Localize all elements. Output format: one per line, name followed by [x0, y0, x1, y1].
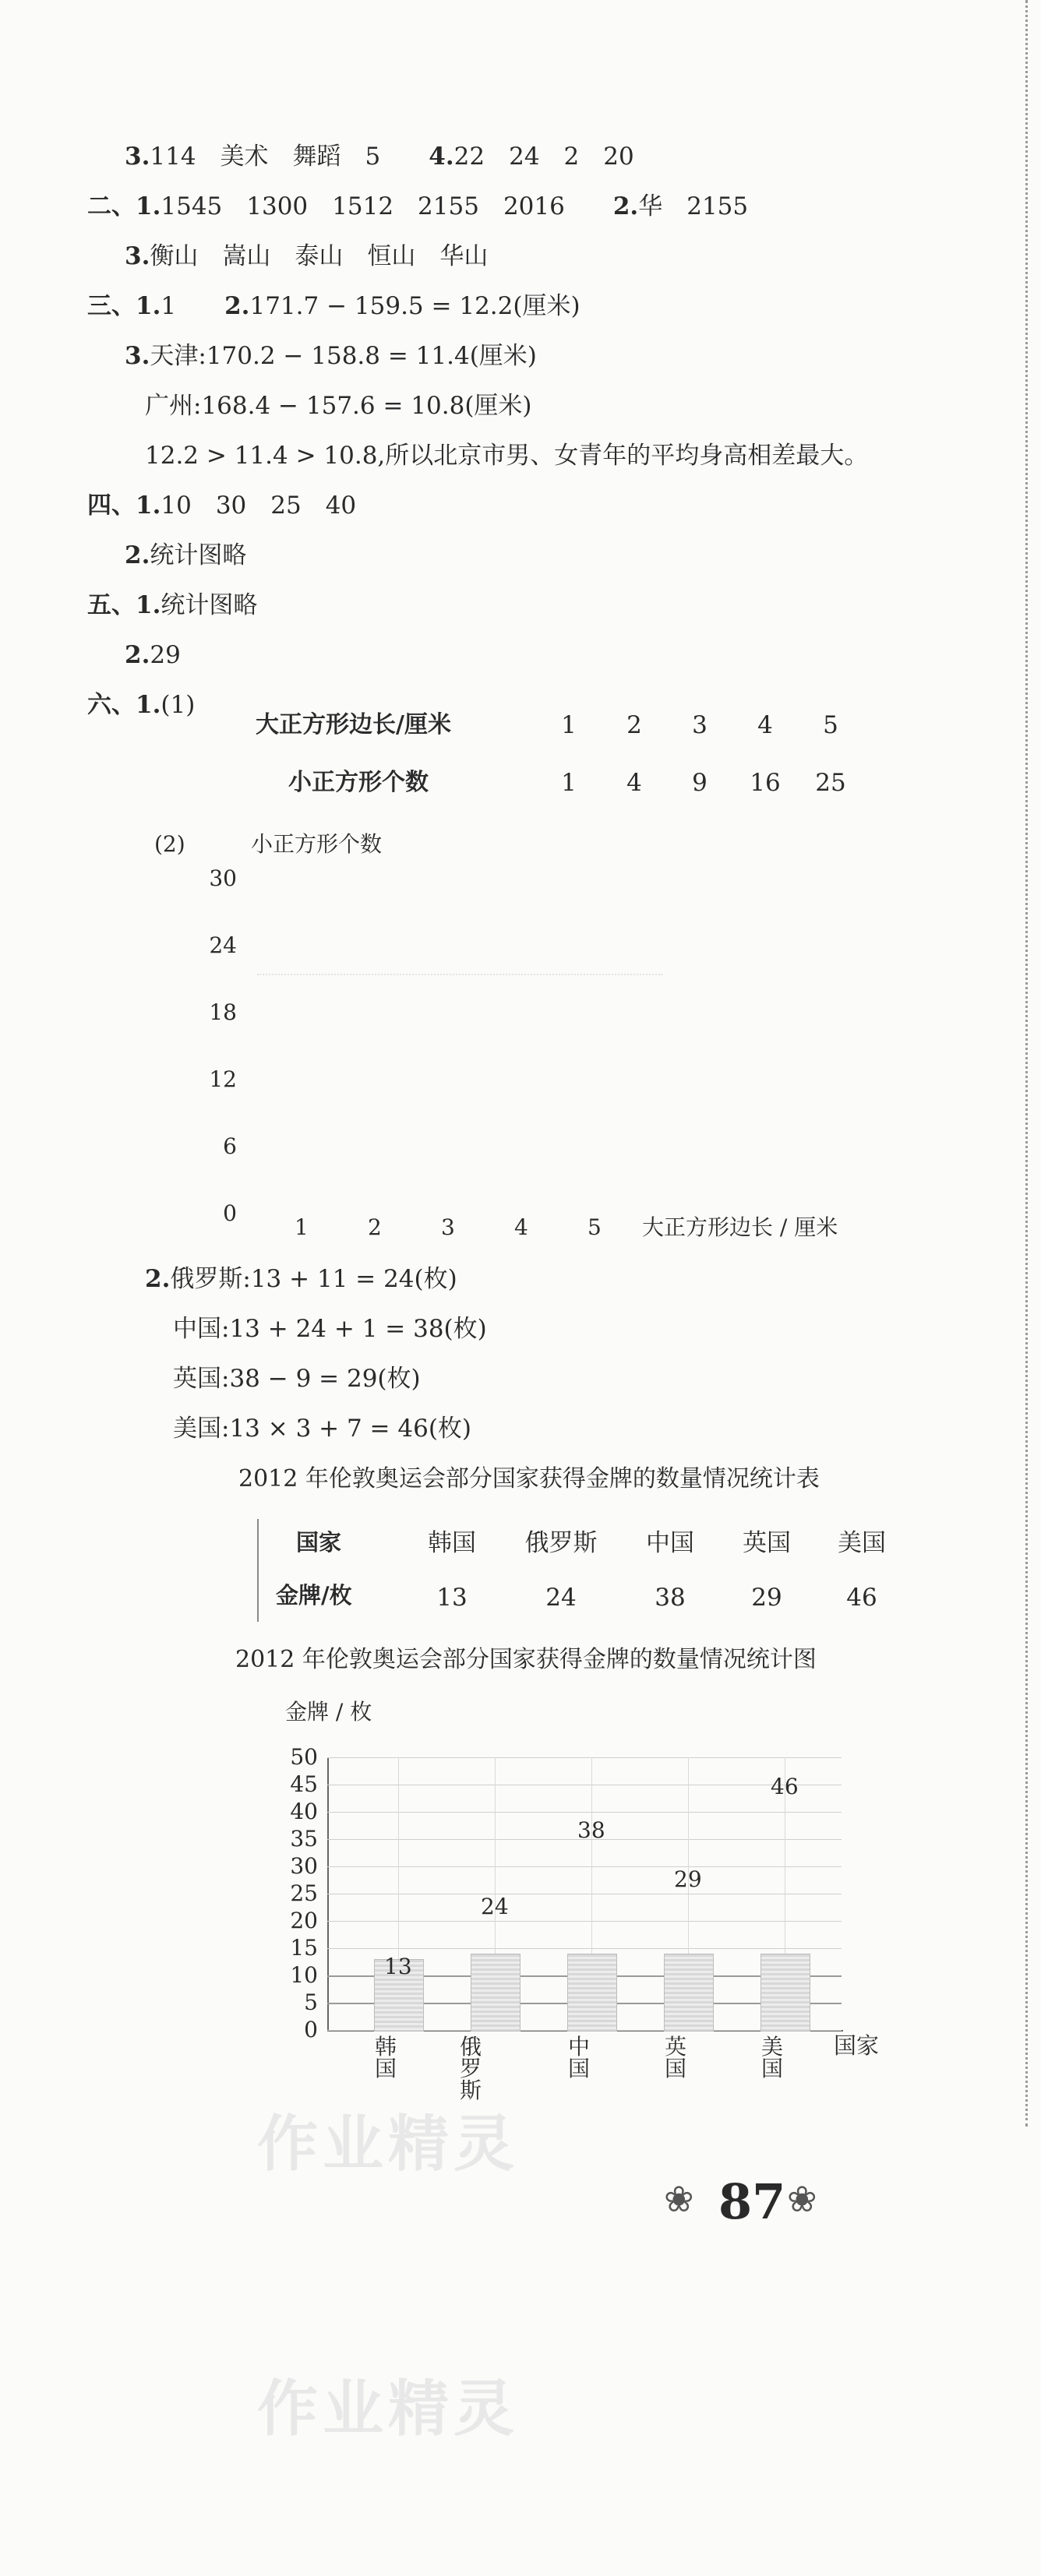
- chart2-gridline: [327, 1812, 842, 1813]
- answer-line-9: 2.统计图略: [125, 541, 247, 569]
- chart2-gridline: [327, 1921, 842, 1922]
- answer-line-6: 广州:168.4 − 157.6 = 10.8(厘米): [145, 392, 532, 420]
- chart1-part-label: (2): [154, 831, 185, 857]
- watermark: 作业精灵: [257, 2109, 520, 2180]
- chart2-x-tick: 韩国: [375, 2034, 397, 2081]
- margin-divider: [1025, 0, 1028, 2127]
- chart1-y-tick: 18: [209, 999, 237, 1025]
- table2-value: 38: [655, 1584, 686, 1612]
- chart2-data-label: 46: [771, 1774, 799, 1799]
- answer-line-1: 3.114 美术 舞蹈 5 4.22 24 2 20: [125, 143, 634, 171]
- calc-line-4: 美国:13 × 3 + 7 = 46(枚): [173, 1415, 472, 1443]
- flower-ornament-icon: ❀: [664, 2178, 694, 2220]
- calc-line-1: 2.俄罗斯:13 + 11 = 24(枚): [145, 1265, 457, 1293]
- chart2-data-label: 38: [577, 1817, 605, 1843]
- table1-row2-cell: 4: [626, 769, 642, 797]
- table2-header-label: 国家: [296, 1529, 342, 1556]
- chart2-y-tick: 5: [304, 1989, 318, 2015]
- answer-line-5: 3.天津:170.2 − 158.8 = 11.4(厘米): [125, 342, 537, 370]
- chart2-y-tick: 50: [290, 1744, 318, 1770]
- chart2-data-label: 29: [674, 1866, 702, 1892]
- chart1-x-tick: 3: [441, 1214, 455, 1240]
- chart2-gridline: [327, 1757, 842, 1758]
- chart2-x-axis-title: 国家: [834, 2032, 880, 2059]
- chart1-y-tick: 0: [223, 1200, 237, 1226]
- table1-row2-header: 小正方形个数: [288, 769, 429, 796]
- chart2-x-tick: 中国: [568, 2034, 591, 2081]
- chart1-y-tick: 12: [209, 1066, 237, 1092]
- answer-line-12: 六、1.(1): [87, 691, 196, 719]
- chart2-gridline: [327, 1948, 842, 1949]
- table1-row1-cell: 5: [823, 711, 838, 739]
- watermark: 作业精灵: [257, 2373, 520, 2444]
- table1-row2-cell: 1: [561, 769, 577, 797]
- table2-value: 29: [751, 1584, 782, 1612]
- flower-ornament-icon: ❀: [787, 2178, 817, 2220]
- chart2-y-tick: 15: [290, 1935, 318, 1961]
- table2-title: 2012 年伦敦奥运会部分国家获得金牌的数量情况统计表: [238, 1465, 820, 1492]
- chart2-y-tick: 35: [290, 1826, 318, 1852]
- answer-line-10: 五、1.统计图略: [87, 591, 258, 619]
- answer-line-11: 2.29: [125, 641, 181, 669]
- table2-country: 美国: [838, 1529, 886, 1557]
- chart1-y-tick: 6: [223, 1133, 237, 1159]
- table2-row-label: 金牌/枚: [276, 1582, 352, 1609]
- chart1-faint-gridline: [257, 974, 662, 975]
- table1-row2-cell: 9: [692, 769, 708, 797]
- calc-line-3: 英国:38 − 9 = 29(枚): [173, 1365, 421, 1393]
- table1-row1-cell: 2: [626, 711, 642, 739]
- table2-value: 24: [545, 1584, 577, 1612]
- chart1-y-tick: 24: [209, 932, 237, 958]
- chart1-x-tick: 1: [295, 1214, 309, 1240]
- calc-line-2: 中国:13 + 24 + 1 = 38(枚): [173, 1315, 487, 1343]
- table2-country: 中国: [646, 1529, 694, 1557]
- table1-row1-cell: 4: [757, 711, 773, 739]
- chart2-data-label: 24: [481, 1894, 509, 1919]
- chart2-y-axis-title: 金牌 / 枚: [285, 1699, 372, 1725]
- page-number: 87: [718, 2173, 786, 2230]
- chart2-x-tick: 美国: [761, 2034, 784, 2081]
- table2-value: 46: [846, 1584, 877, 1612]
- chart2-y-tick: 45: [290, 1771, 318, 1797]
- table1-row1-cell: 1: [561, 711, 577, 739]
- chart1-y-tick: 30: [209, 865, 237, 891]
- table1-row1-cell: 3: [692, 711, 708, 739]
- chart2-y-tick: 30: [290, 1853, 318, 1879]
- chart1-y-axis-title: 小正方形个数: [251, 831, 383, 857]
- chart2-y-tick: 10: [290, 1962, 318, 1988]
- chart2-y-tick: 20: [290, 1908, 318, 1933]
- chart2-bar: [471, 1954, 520, 2032]
- chart2-y-tick: 40: [290, 1799, 318, 1824]
- table1-row2-cell: 16: [750, 769, 781, 797]
- table1-row1-header: 大正方形边长/厘米: [256, 711, 451, 738]
- chart2-y-tick: 25: [290, 1880, 318, 1906]
- answer-line-8: 四、1.10 30 25 40: [87, 492, 357, 520]
- chart2-x-tick: 英国: [665, 2034, 687, 2081]
- table1-row2-cell: 25: [815, 769, 846, 797]
- chart2-bar: [567, 1954, 617, 2032]
- table2-country: 英国: [743, 1529, 791, 1557]
- answer-line-4: 三、1.1 2.171.7 − 159.5 = 12.2(厘米): [87, 292, 580, 320]
- chart1-x-tick: 5: [588, 1214, 602, 1240]
- chart2-gridline: [327, 1866, 842, 1867]
- chart2-title: 2012 年伦敦奥运会部分国家获得金牌的数量情况统计图: [235, 1646, 817, 1673]
- table2-country: 韩国: [428, 1529, 476, 1557]
- table2-value: 13: [436, 1584, 468, 1612]
- table2-country: 俄罗斯: [524, 1529, 598, 1557]
- chart1-x-tick: 4: [514, 1214, 528, 1240]
- chart2-x-tick: 俄罗斯: [460, 2034, 482, 2103]
- chart2-y-tick: 0: [304, 2017, 318, 2042]
- answer-line-7: 12.2 > 11.4 > 10.8,所以北京市男、女青年的平均身高相差最大。: [145, 442, 869, 470]
- chart2-bar: [760, 1954, 810, 2032]
- answer-line-2: 二、1.1545 1300 1512 2155 2016 2.华 2155: [87, 192, 749, 220]
- chart1-x-axis-title: 大正方形边长 / 厘米: [642, 1214, 838, 1240]
- chart2-data-label: 13: [384, 1954, 412, 1979]
- chart2-bar: [664, 1954, 714, 2032]
- answer-line-3: 3.衡山 嵩山 泰山 恒山 华山: [125, 242, 489, 270]
- chart1-x-tick: 2: [368, 1214, 382, 1240]
